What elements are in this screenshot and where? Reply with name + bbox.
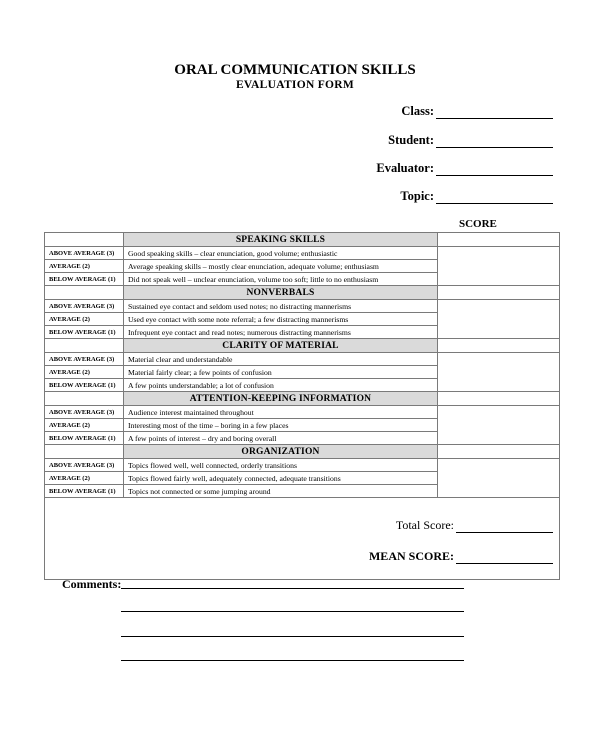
section-header-row — [45, 445, 560, 459]
level-label: AVERAGE (2) — [45, 419, 124, 432]
level-label: BELOW AVERAGE (1) — [45, 485, 124, 498]
section-header-row — [45, 286, 560, 300]
criteria-description: A few points of interest – dry and boring overall — [124, 432, 438, 445]
section-score-cell[interactable] — [438, 406, 560, 445]
section-score-header-cell — [438, 445, 560, 459]
section-score-header-cell — [438, 233, 560, 247]
section-title: CLARITY OF MATERIAL — [124, 339, 438, 353]
section-blank-cell — [45, 392, 124, 406]
class-label: Class: — [401, 104, 434, 118]
mean-score-input-line[interactable] — [456, 551, 553, 564]
criteria-description: Used eye contact with some note referral; a few distracting mannerisms — [124, 313, 438, 326]
criteria-description: Sustained eye contact and seldom used notes; no distracting mannerisms — [124, 300, 438, 313]
level-label: AVERAGE (2) — [45, 260, 124, 273]
section-blank-cell — [45, 286, 124, 300]
level-label: ABOVE AVERAGE (3) — [45, 247, 124, 260]
section-score-header-cell — [438, 392, 560, 406]
criteria-description: Average speaking skills – mostly clear enunciation, adequate volume; enthusiasm — [124, 260, 438, 273]
criteria-description: Did not speak well – unclear enunciation, volume too soft; little to no enthusiasm — [124, 273, 438, 286]
topic-label: Topic: — [400, 189, 434, 203]
comments-label: Comments: — [62, 577, 122, 591]
section-score-cell[interactable] — [438, 459, 560, 498]
mean-score-label: MEAN SCORE: — [368, 549, 454, 563]
form-subtitle: EVALUATION FORM — [235, 79, 355, 91]
level-label: BELOW AVERAGE (1) — [45, 326, 124, 339]
level-label: AVERAGE (2) — [45, 313, 124, 326]
criteria-description: Good speaking skills – clear enunciation, good volume; enthusiastic — [124, 247, 438, 260]
section-blank-cell — [45, 445, 124, 459]
criteria-description: Interesting most of the time – boring in a few places — [124, 419, 438, 432]
level-label: BELOW AVERAGE (1) — [45, 432, 124, 445]
level-label: ABOVE AVERAGE (3) — [45, 406, 124, 419]
score-heading: SCORE — [459, 218, 497, 230]
criteria-row — [45, 247, 560, 260]
level-label: AVERAGE (2) — [45, 472, 124, 485]
section-title: ATTENTION-KEEPING INFORMATION — [124, 392, 438, 406]
student-label: Student: — [388, 133, 434, 147]
criteria-description: Topics not connected or some jumping around — [124, 485, 438, 498]
criteria-description: Material fairly clear; a few points of confusion — [124, 366, 438, 379]
comment-line-4[interactable] — [121, 660, 464, 661]
section-score-cell[interactable] — [438, 300, 560, 339]
evaluator-label: Evaluator: — [376, 161, 434, 175]
section-title: ORGANIZATION — [124, 445, 438, 459]
topic-field[interactable] — [400, 189, 553, 204]
totals-cell — [45, 498, 560, 580]
section-score-cell[interactable] — [438, 247, 560, 286]
criteria-row — [45, 300, 560, 313]
criteria-row — [45, 353, 560, 366]
evaluator-field[interactable] — [376, 161, 553, 176]
evaluation-table — [44, 232, 560, 580]
criteria-description: A few points understandable; a lot of confusion — [124, 379, 438, 392]
criteria-row — [45, 459, 560, 472]
criteria-description: Infrequent eye contact and read notes; numerous distracting mannerisms — [124, 326, 438, 339]
form-title: ORAL COMMUNICATION SKILLS — [174, 62, 416, 78]
mean-score-field[interactable] — [369, 549, 553, 564]
topic-input-line[interactable] — [436, 190, 553, 204]
comment-line-1[interactable] — [121, 588, 464, 589]
student-field[interactable] — [388, 133, 553, 148]
level-label: ABOVE AVERAGE (3) — [45, 300, 124, 313]
evaluator-input-line[interactable] — [436, 162, 553, 176]
total-score-label: Total Score: — [395, 518, 454, 532]
total-score-input-line[interactable] — [456, 520, 553, 533]
section-score-cell[interactable] — [438, 353, 560, 392]
level-label: AVERAGE (2) — [45, 366, 124, 379]
totals-row — [45, 498, 560, 580]
level-label: ABOVE AVERAGE (3) — [45, 353, 124, 366]
class-input-line[interactable] — [436, 105, 553, 119]
class-field[interactable] — [401, 104, 553, 119]
section-blank-cell — [45, 339, 124, 353]
section-blank-cell — [45, 233, 124, 247]
level-label: BELOW AVERAGE (1) — [45, 379, 124, 392]
section-title: SPEAKING SKILLS — [124, 233, 438, 247]
level-label: BELOW AVERAGE (1) — [45, 273, 124, 286]
criteria-description: Topics flowed fairly well, adequately connected, adequate transitions — [124, 472, 438, 485]
section-header-row — [45, 233, 560, 247]
comment-line-3[interactable] — [121, 636, 464, 637]
criteria-description: Audience interest maintained throughout — [124, 406, 438, 419]
comment-line-2[interactable] — [121, 611, 464, 612]
section-header-row — [45, 392, 560, 406]
criteria-description: Material clear and understandable — [124, 353, 438, 366]
student-input-line[interactable] — [436, 134, 553, 148]
section-header-row — [45, 339, 560, 353]
section-score-header-cell — [438, 339, 560, 353]
criteria-description: Topics flowed well, well connected, orderly transitions — [124, 459, 438, 472]
level-label: ABOVE AVERAGE (3) — [45, 459, 124, 472]
section-score-header-cell — [438, 286, 560, 300]
criteria-row — [45, 406, 560, 419]
section-title: NONVERBALS — [124, 286, 438, 300]
total-score-field[interactable] — [396, 518, 553, 533]
